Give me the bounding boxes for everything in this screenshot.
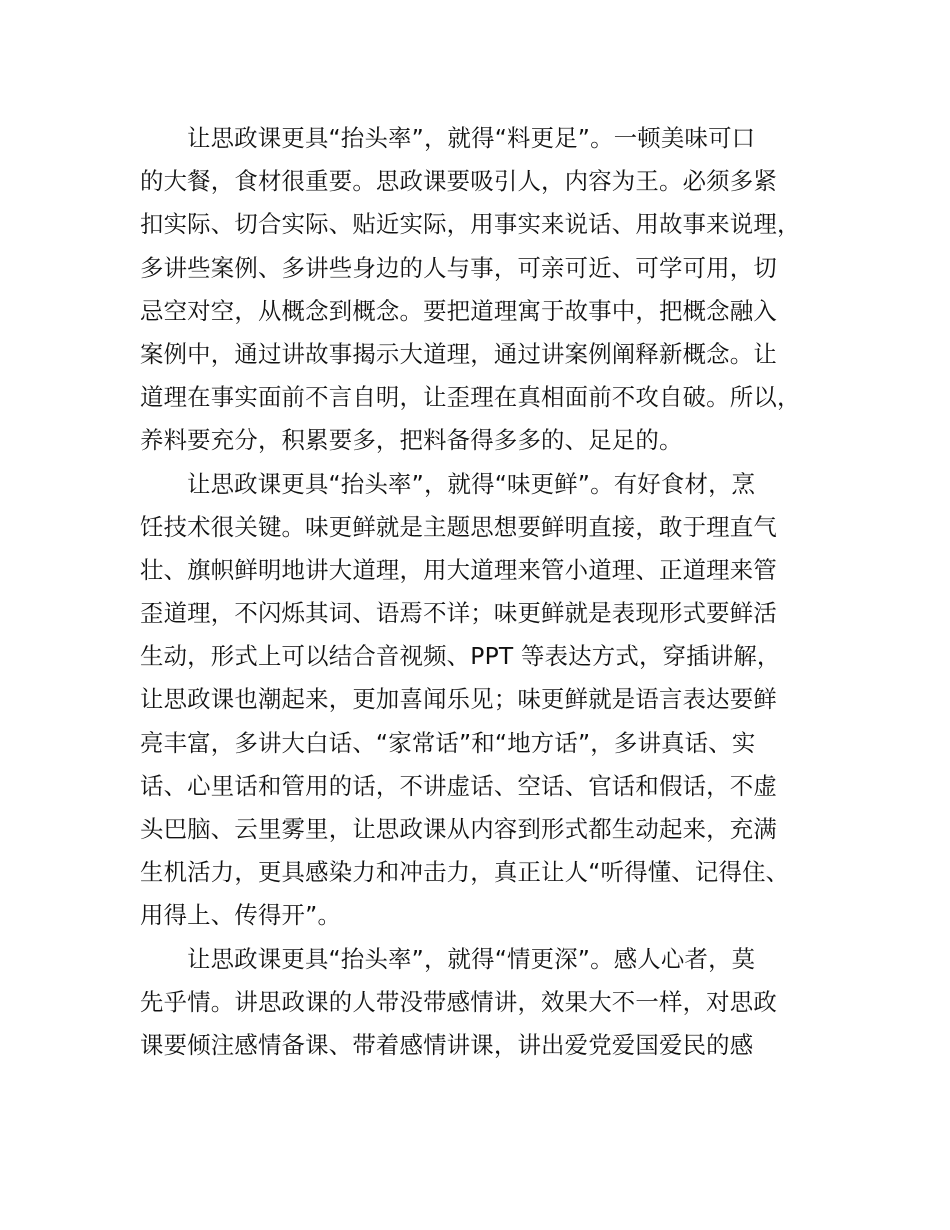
text-line: 亮丰富，多讲大白话、“家常话”和“地方话”，多讲真话、实 [140, 728, 756, 757]
text-line: 扣实际、切合实际、贴近实际，用事实来说话、用故事来说理， [140, 210, 801, 239]
text-line: 多讲些案例、多讲些身边的人与事，可亲可近、可学可用，切 [140, 253, 777, 282]
text-line: 话、心里话和管用的话，不讲虚话、空话、官话和假话，不虚 [140, 771, 777, 800]
text-line: 用得上、传得开”。 [140, 901, 342, 930]
text-line: 让思政课更具“抬头率”，就得“料更足”。一顿美味可口 [187, 124, 756, 152]
text-line: 让思政课更具“抬头率”，就得“情更深”。感人心者，莫 [187, 944, 756, 973]
document-body [140, 117, 840, 1067]
text-line: 歪道理，不闪烁其词、语焉不详；味更鲜就是表现形式要鲜活 [140, 599, 777, 628]
text-line: 头巴脑、云里雾里，让思政课从内容到形式都生动起来，充满 [140, 815, 777, 843]
text-line: 让思政课也潮起来，更加喜闻乐见；味更鲜就是语言表达要鲜 [140, 685, 777, 714]
text-line: 道理在事实面前不言自明，让歪理在真相面前不攻自破。所以， [140, 383, 801, 412]
text-line: 课要倾注感情备课、带着感情讲课，讲出爱党爱国爱民的感 [140, 1030, 754, 1059]
text-line: 生动，形式上可以结合音视频、PPT 等表达方式，穿插讲解， [140, 642, 781, 671]
text-line: 的大餐，食材很重要。思政课要吸引人，内容为王。必须多紧 [140, 167, 777, 196]
text-line: 让思政课更具“抬头率”，就得“味更鲜”。有好食材，烹 [187, 469, 756, 498]
text-line: 养料要充分，积累要多，把料备得多多的、足足的。 [140, 426, 683, 455]
text-line: 先乎情。讲思政课的人带没带感情讲，效果大不一样，对思政 [140, 987, 777, 1016]
text-line: 壮、旗帜鲜明地讲大道理，用大道理来管小道理、正道理来管 [140, 555, 777, 584]
text-line: 饪技术很关键。味更鲜就是主题思想要鲜明直接，敢于理直气 [140, 512, 777, 541]
text-line: 案例中，通过讲故事揭示大道理，通过讲案例阐释新概念。让 [140, 339, 777, 368]
paragraph-emotion [140, 938, 840, 1068]
paragraph-ingredients [140, 117, 840, 463]
paragraph-flavor [140, 463, 840, 938]
text-line: 忌空对空，从概念到概念。要把道理寓于故事中，把概念融入 [140, 296, 777, 325]
text-line: 生机活力，更具感染力和冲击力，真正让人“听得懂、记得住、 [140, 858, 790, 887]
